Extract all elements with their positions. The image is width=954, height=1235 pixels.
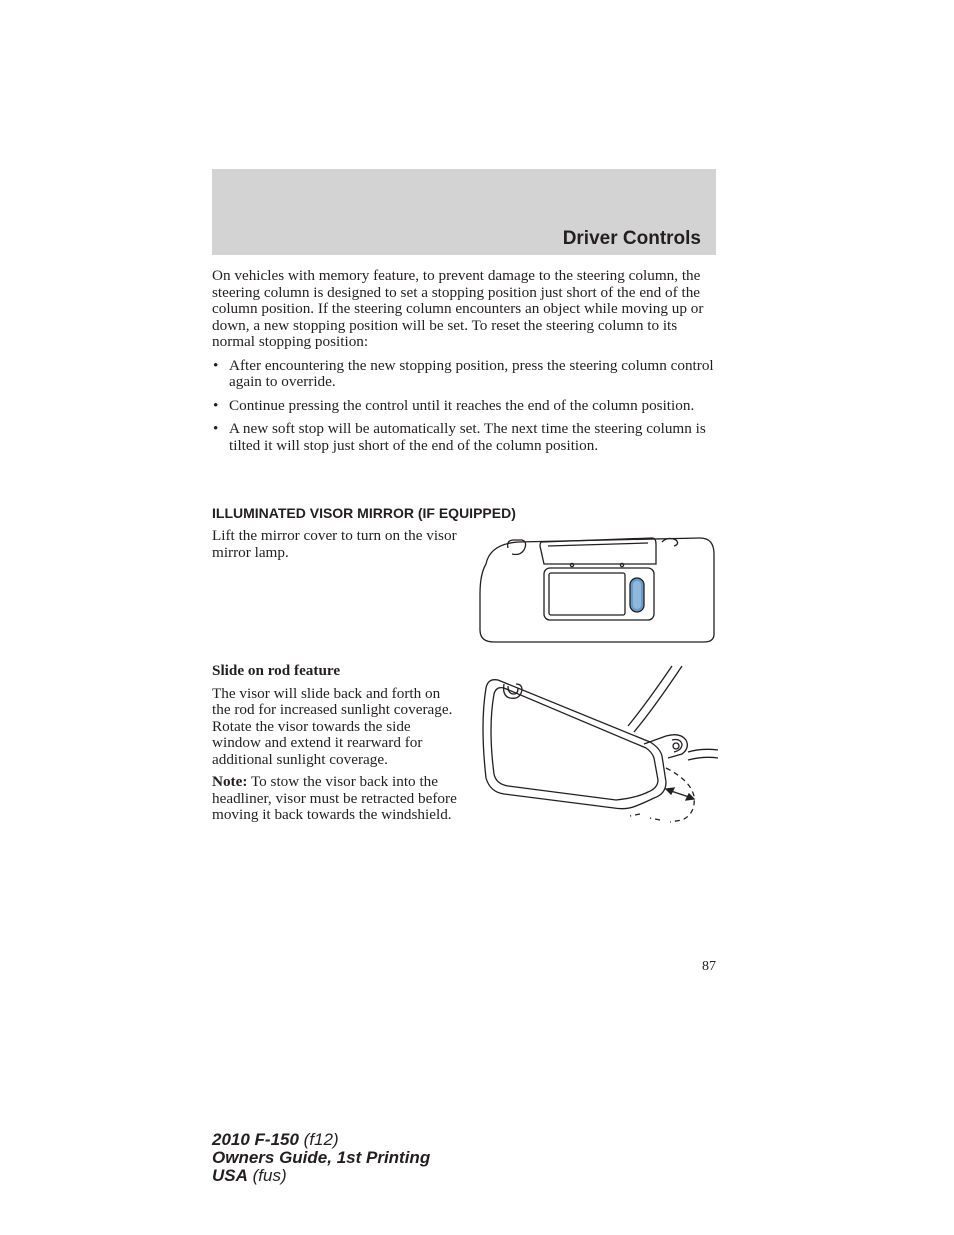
list-item [212,421,716,454]
bullet-text: After encountering the new stopping position, press the steering column control again to override. [229,356,714,390]
note-label: Note: [212,773,248,790]
bullet-dot: • [213,420,219,437]
footer-line-3 [212,1167,430,1185]
visor-mirror-heading: ILLUMINATED VISOR MIRROR (IF EQUIPPED) [212,505,516,521]
footer-line-2 [212,1149,430,1167]
intro-paragraph: On vehicles with memory feature, to prevent damage to the steering column, the steering column is designed to set a stopping position just short of the end of the column position. If the steering column encounters an object while moving up or down, a new stopping position will be set. To reset the steering column to its normal stopping position: [212,267,704,350]
note-paragraph [212,774,460,824]
footer-edition: Owners Guide, 1st Printing [212,1148,431,1167]
footer-market-code: (fus) [247,1166,287,1185]
bullet-text: A new soft stop will be automatically set. The next time the steering column is tilted it will stop just short of the end of the column position. [229,420,706,454]
list-item [212,398,716,415]
bullet-dot: • [213,356,219,374]
visor-mirror-text: Lift the mirror cover to turn on the visor mirror lamp. [212,527,457,561]
header-band [212,169,716,255]
footer-model-code: (f12) [298,1130,339,1149]
section-title: Driver Controls [562,228,701,249]
visor-slide-illustration [476,664,718,824]
visor-mirror-illustration [478,534,718,646]
bullet-text: Continue pressing the control until it reaches the end of the column position. [229,396,695,414]
slide-section [212,663,460,824]
bullet-dot: • [213,396,219,414]
visor-mirror-text-block [212,528,460,561]
footer [212,1131,430,1185]
list-item [212,358,716,391]
note-text: To stow the visor back into the headliner, visor must be retracted before moving it back towards the windshield. [212,773,457,823]
footer-market: USA [212,1166,248,1185]
footer-line-1 [212,1131,430,1149]
slide-text: The visor will slide back and forth on the rod for increased sunlight coverage. Rotate the visor towards the side window and extend it rearward for additional sunlight coverage. [212,684,453,768]
intro-block [212,268,716,461]
bullet-list [212,358,716,455]
page-number: 87 [702,959,716,974]
slide-heading: Slide on rod feature [212,662,341,679]
footer-model: 2010 F-150 [212,1130,299,1149]
